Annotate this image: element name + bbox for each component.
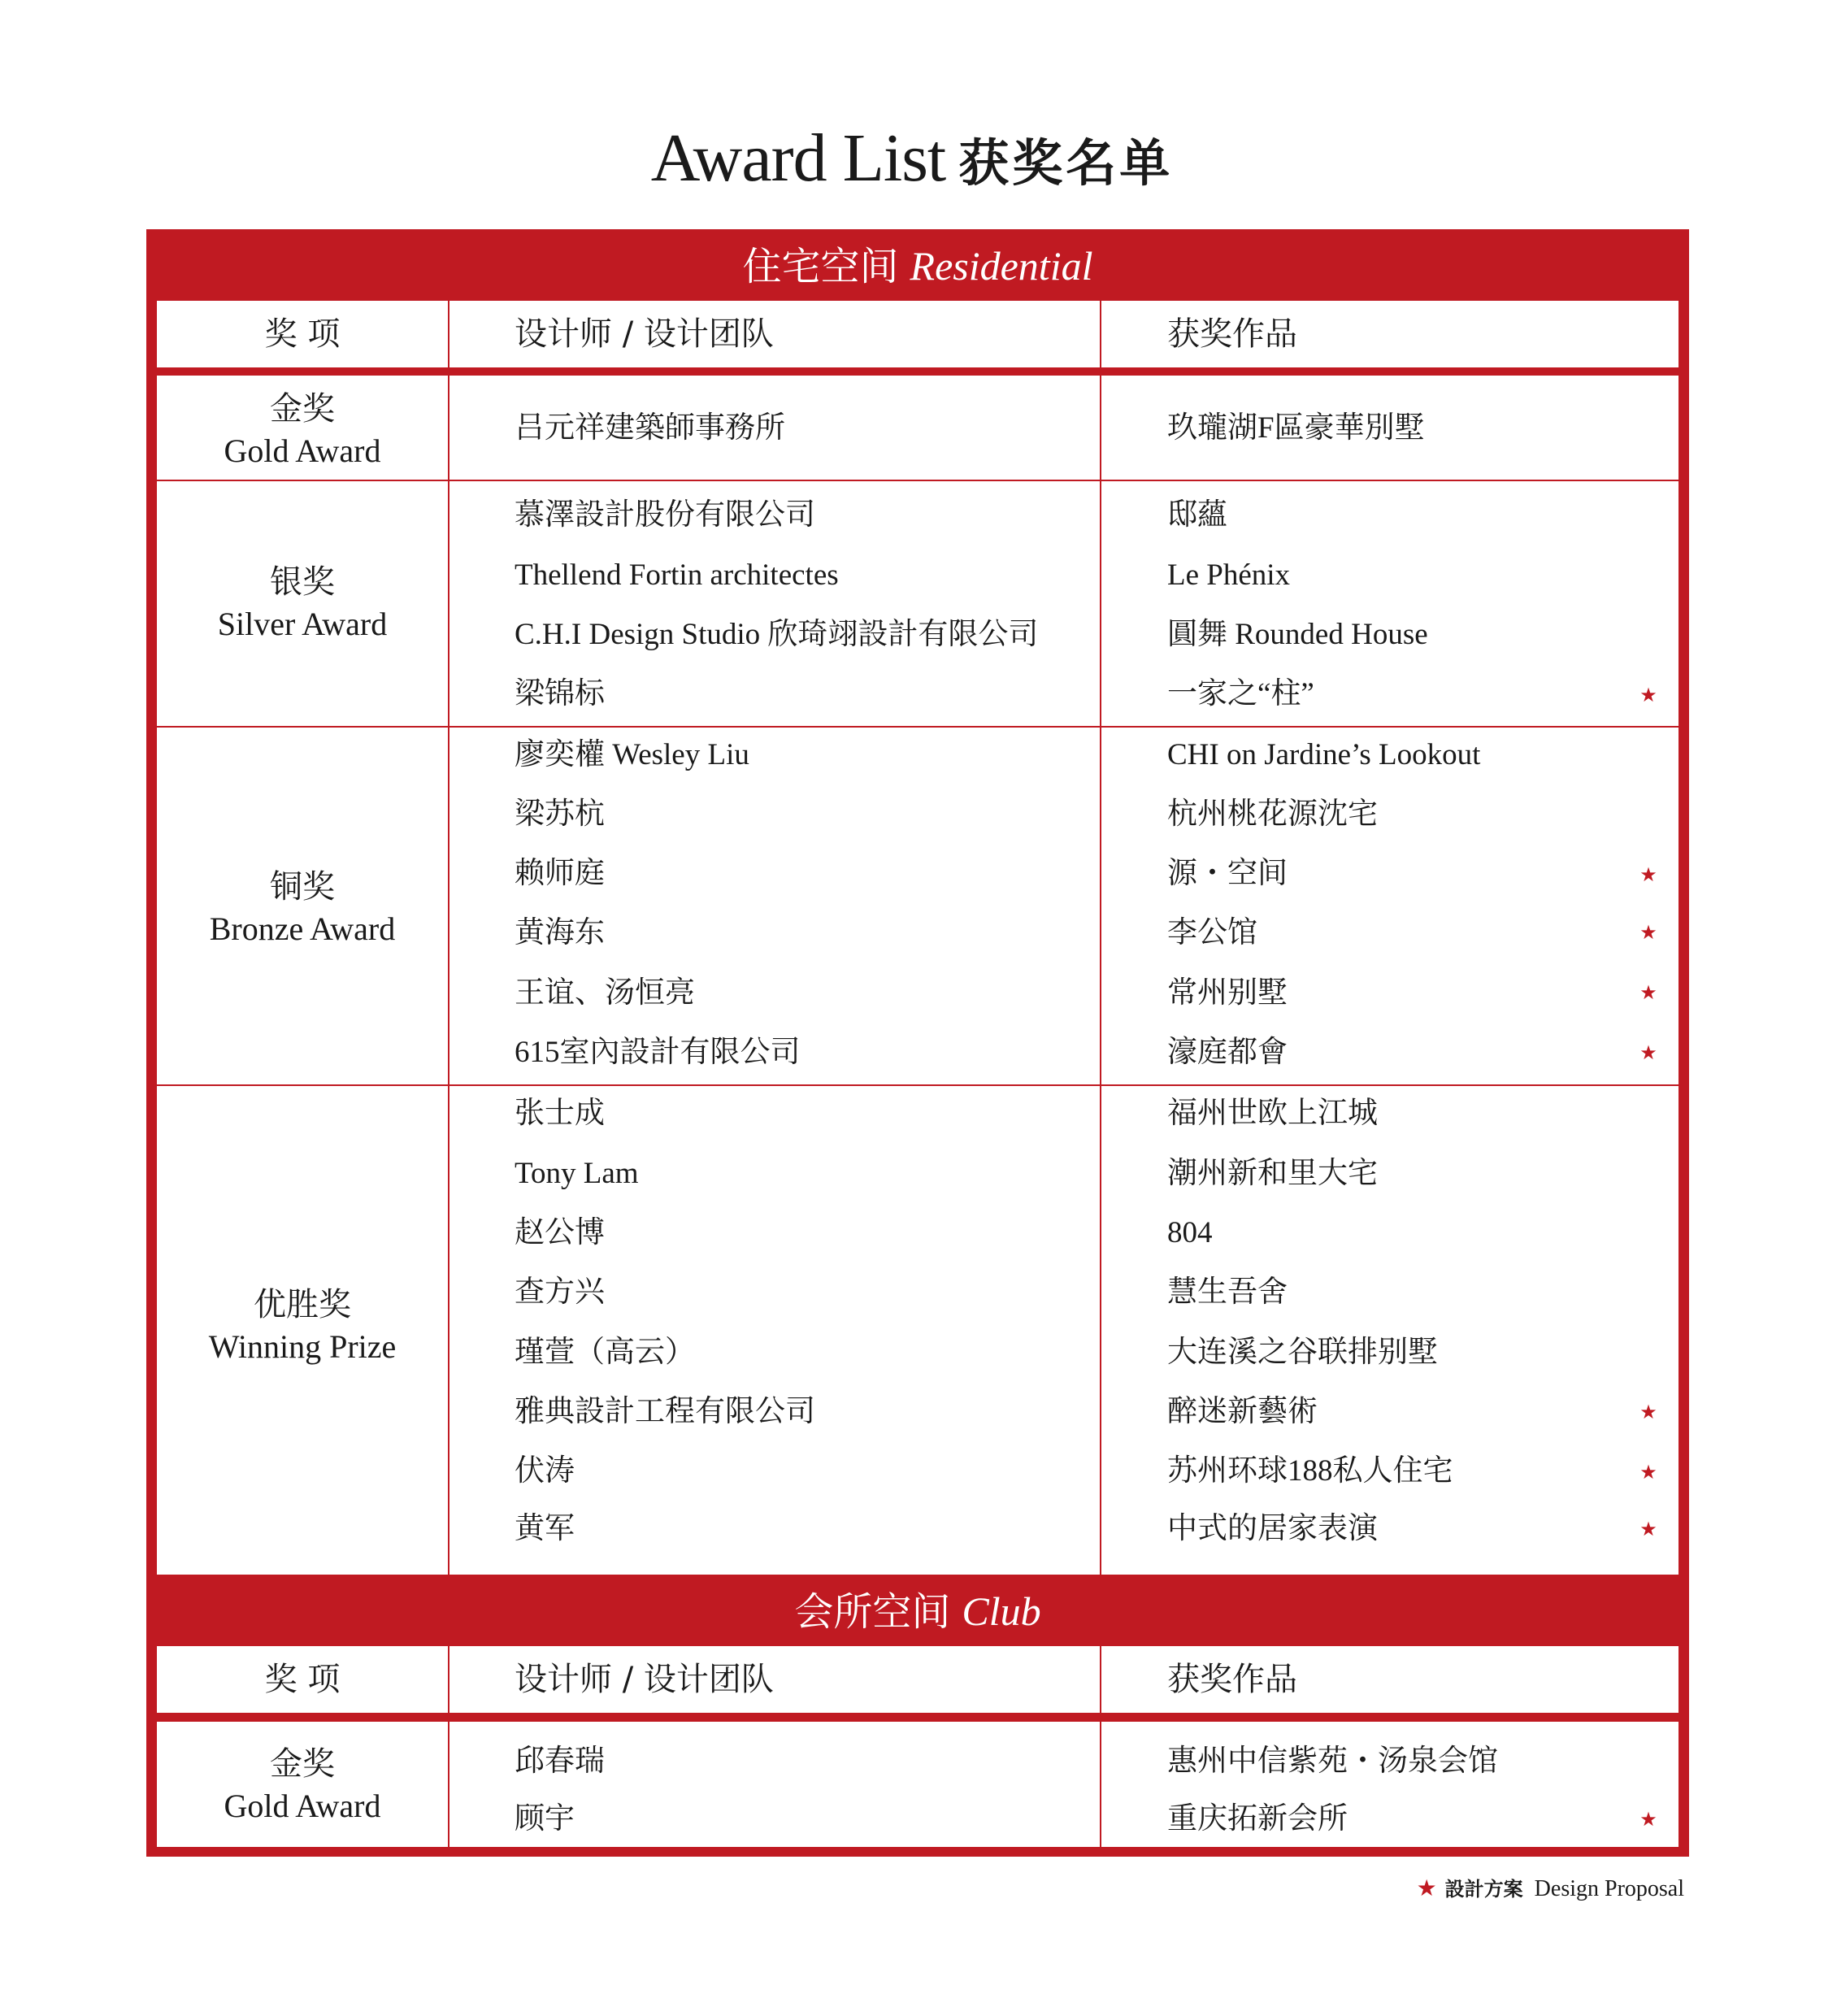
work-cell: 李公馆 xyxy=(1167,916,1257,949)
column-divider xyxy=(1100,376,1101,1575)
award-cn: 铜奖 xyxy=(270,868,335,906)
design-proposal-star-icon: ★ xyxy=(1639,1518,1657,1540)
work-cell: 玖瓏湖F區豪華別墅 xyxy=(1167,411,1425,445)
work-cell: Le Phénix xyxy=(1167,558,1291,592)
work-cell: 醉迷新藝術 xyxy=(1167,1395,1318,1428)
title-cn: 获奖名单 xyxy=(958,133,1174,193)
page-title xyxy=(0,114,1824,203)
design-proposal-star-icon: ★ xyxy=(1639,1461,1657,1484)
section-bar-residential xyxy=(146,229,1689,301)
designer-cell: 梁苏杭 xyxy=(515,797,605,831)
award-winning xyxy=(157,1284,448,1368)
award-en: Bronze Award xyxy=(209,910,396,947)
work-cell: 慧生吾舍 xyxy=(1167,1275,1288,1309)
legend-label-en: Design Proposal xyxy=(1534,1876,1684,1901)
work-cell: 中式的居家表演 xyxy=(1167,1512,1378,1545)
row-divider xyxy=(157,1084,1679,1086)
work-cell: 潮州新和里大宅 xyxy=(1167,1157,1378,1190)
award-en: Silver Award xyxy=(217,606,388,642)
designer-cell: C.H.I Design Studio 欣琦翊設計有限公司 xyxy=(515,618,1039,651)
designer-cell: 查方兴 xyxy=(515,1275,605,1309)
work-cell: 邸蘊 xyxy=(1167,498,1227,532)
design-proposal-star-icon: ★ xyxy=(1639,981,1657,1004)
work-cell: 苏州环球188私人住宅 xyxy=(1167,1454,1453,1488)
work-cell: 大连溪之谷联排别墅 xyxy=(1167,1336,1438,1369)
header-designer: 设计师 / 设计团队 xyxy=(515,1661,774,1698)
column-divider xyxy=(448,376,449,1575)
designer-cell: 顾宇 xyxy=(515,1802,575,1836)
designer-cell: 赖师庭 xyxy=(515,857,605,890)
column-divider xyxy=(448,301,449,367)
section-bar-club xyxy=(146,1575,1689,1646)
design-proposal-star-icon: ★ xyxy=(1639,863,1657,886)
header-award: 奖 项 xyxy=(264,315,341,353)
designer-cell: 赵公博 xyxy=(515,1216,605,1249)
work-cell: 804 xyxy=(1167,1216,1213,1249)
column-divider xyxy=(448,1646,449,1713)
designer-cell: 慕澤設計股份有限公司 xyxy=(515,498,815,532)
section-title-en: Residential xyxy=(910,243,1093,289)
work-cell: 惠州中信紫苑・汤泉会馆 xyxy=(1167,1744,1498,1778)
work-cell: 圓舞 Rounded House xyxy=(1167,618,1428,651)
award-gold xyxy=(157,388,448,472)
row-divider xyxy=(157,726,1679,728)
table-body-residential xyxy=(157,376,1679,1575)
award-club-gold xyxy=(157,1743,448,1827)
designer-cell: 瑾萱（高云） xyxy=(515,1336,695,1369)
section-title-en: Club xyxy=(962,1588,1041,1634)
row-divider xyxy=(157,480,1679,481)
award-en: Winning Prize xyxy=(208,1328,397,1365)
header-designer: 设计师 / 设计团队 xyxy=(515,315,774,353)
work-cell: 濠庭都會 xyxy=(1167,1036,1288,1069)
table-header-residential xyxy=(157,301,1679,367)
legend xyxy=(1417,1870,1684,1907)
designer-cell: 615室內設計有限公司 xyxy=(515,1036,801,1069)
header-award: 奖 项 xyxy=(264,1661,341,1698)
award-cn: 优胜奖 xyxy=(254,1286,351,1323)
designer-cell: 张士成 xyxy=(515,1097,605,1130)
award-table xyxy=(146,229,1689,1857)
work-cell: 杭州桃花源沈宅 xyxy=(1167,797,1378,831)
designer-cell: 黄海东 xyxy=(515,916,605,949)
designer-cell: 吕元祥建築師事務所 xyxy=(515,411,785,445)
award-bronze xyxy=(157,866,448,950)
design-proposal-star-icon: ★ xyxy=(1639,1041,1657,1064)
legend-label-cn: 設計方案 xyxy=(1444,1878,1523,1901)
award-cn: 金奖 xyxy=(270,390,335,428)
award-en: Gold Award xyxy=(224,1788,381,1824)
work-cell: 一家之“柱” xyxy=(1167,677,1314,710)
title-en: Award List xyxy=(650,120,946,196)
designer-cell: 雅典設計工程有限公司 xyxy=(515,1395,815,1428)
header-work: 获奖作品 xyxy=(1167,315,1297,353)
column-divider xyxy=(1100,1722,1101,1847)
award-silver xyxy=(157,561,448,645)
award-en: Gold Award xyxy=(224,432,381,469)
legend-star-icon: ★ xyxy=(1416,1875,1437,1901)
award-cn: 金奖 xyxy=(270,1745,335,1783)
work-cell: 源・空间 xyxy=(1167,857,1288,890)
design-proposal-star-icon: ★ xyxy=(1639,921,1657,944)
designer-cell: 王谊、汤恒亮 xyxy=(515,976,695,1010)
work-cell: 福州世欧上江城 xyxy=(1167,1097,1378,1130)
designer-cell: Tony Lam xyxy=(515,1157,639,1190)
design-proposal-star-icon: ★ xyxy=(1639,684,1657,706)
work-cell: CHI on Jardine’s Lookout xyxy=(1167,738,1481,771)
designer-cell: 黄军 xyxy=(515,1512,575,1545)
award-cn: 银奖 xyxy=(270,563,335,601)
designer-cell: Thellend Fortin architectes xyxy=(515,558,839,592)
header-work: 获奖作品 xyxy=(1167,1661,1297,1698)
table-header-club xyxy=(157,1646,1679,1713)
designer-cell: 廖奕權 Wesley Liu xyxy=(515,738,749,771)
designer-cell: 梁锦标 xyxy=(515,677,605,710)
column-divider xyxy=(448,1722,449,1847)
column-divider xyxy=(1100,1646,1101,1713)
work-cell: 重庆拓新会所 xyxy=(1167,1802,1348,1836)
section-title-cn: 住宅空间 xyxy=(742,244,899,289)
designer-cell: 伏涛 xyxy=(515,1454,575,1488)
design-proposal-star-icon: ★ xyxy=(1639,1808,1657,1831)
work-cell: 常州别墅 xyxy=(1167,976,1288,1010)
column-divider xyxy=(1100,301,1101,367)
design-proposal-star-icon: ★ xyxy=(1639,1401,1657,1423)
table-body-club xyxy=(157,1722,1679,1847)
section-title-cn: 会所空间 xyxy=(794,1589,951,1635)
designer-cell: 邱春瑞 xyxy=(515,1744,605,1778)
